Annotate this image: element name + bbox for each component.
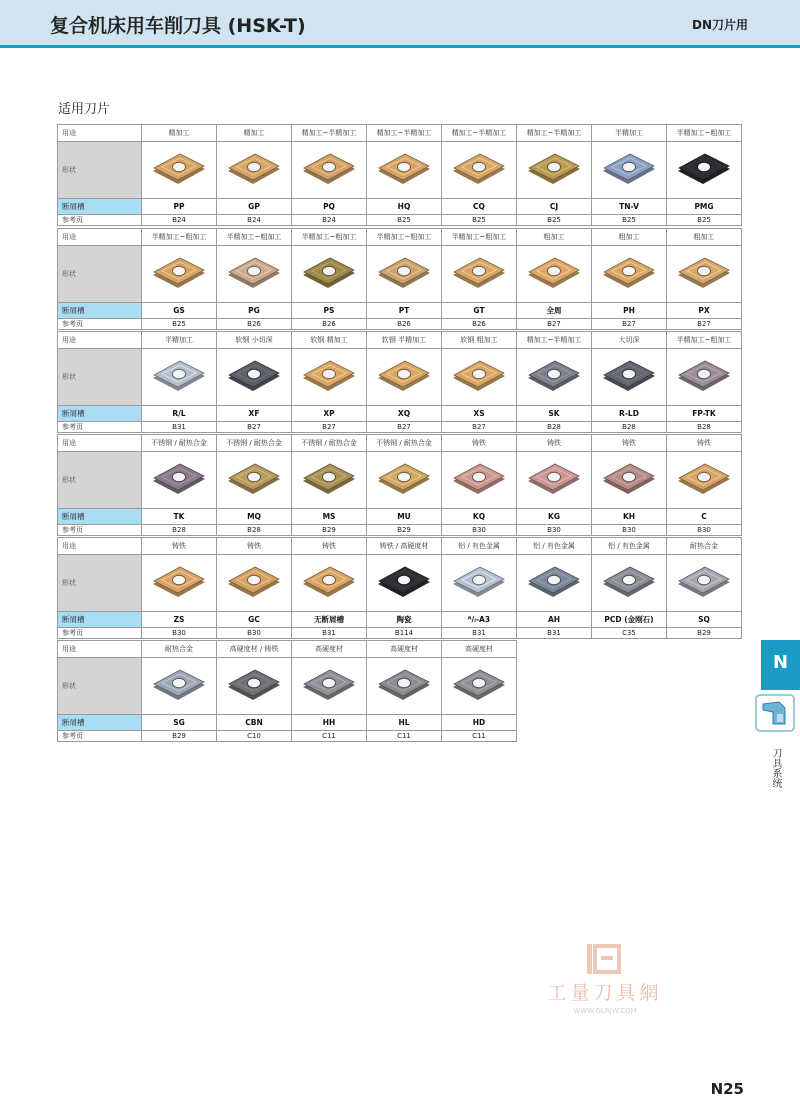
insert-icon: [375, 563, 433, 603]
insert-icon: [375, 666, 433, 706]
shape-cell: [367, 349, 442, 406]
chipbreaker-cell: MQ: [217, 509, 292, 525]
use-cell: 高硬度材: [292, 641, 367, 658]
insert-icon: [375, 357, 433, 397]
watermark-name: 工量刀具網: [547, 982, 663, 1004]
reference-cell: C11: [367, 731, 442, 742]
use-cell: 半精加工~粗加工: [217, 229, 292, 246]
table-row: [58, 349, 742, 406]
insert-icon: [525, 150, 583, 190]
insert-icon: [450, 460, 508, 500]
shape-cell: [592, 349, 667, 406]
watermark-url: WWW.GLRJW.COM: [573, 1007, 637, 1015]
chipbreaker-cell: KH: [592, 509, 667, 525]
chipbreaker-cell: TK: [142, 509, 217, 525]
table-row: [58, 538, 742, 555]
use-cell: 不锈钢 / 耐热合金: [292, 435, 367, 452]
table-row: [58, 332, 742, 349]
insert-icon: [300, 563, 358, 603]
reference-cell: B30: [442, 525, 517, 536]
reference-cell: B30: [217, 628, 292, 639]
table-row: [58, 525, 742, 536]
row-label: 断屑槽: [58, 715, 142, 731]
insert-icon: [525, 563, 583, 603]
chipbreaker-cell: CBN: [217, 715, 292, 731]
insert-icon: [675, 150, 733, 190]
reference-cell: B28: [217, 525, 292, 536]
reference-cell: B29: [367, 525, 442, 536]
use-cell: 半精加工: [592, 125, 667, 142]
insert-icon: [150, 357, 208, 397]
shape-cell: [292, 555, 367, 612]
use-cell: 铸铁 / 高硬度材: [367, 538, 442, 555]
reference-cell: B27: [367, 422, 442, 433]
chipbreaker-cell: R/L: [142, 406, 217, 422]
use-cell: 精加工: [142, 125, 217, 142]
chipbreaker-cell: TN-V: [592, 199, 667, 215]
row-label: 用途: [58, 125, 142, 142]
reference-cell: B26: [292, 319, 367, 330]
watermark-logo-icon: [583, 942, 627, 976]
chipbreaker-cell: AH: [517, 612, 592, 628]
page-number: N25: [710, 1080, 744, 1098]
reference-cell: B29: [667, 628, 742, 639]
chipbreaker-cell: 全周: [517, 303, 592, 319]
reference-cell: B28: [142, 525, 217, 536]
insert-icon: [150, 460, 208, 500]
table-row: [58, 319, 742, 330]
table-row: [58, 199, 742, 215]
use-cell: 不锈钢 / 耐热合金: [367, 435, 442, 452]
row-label: 断屑槽: [58, 612, 142, 628]
insert-icon: [300, 666, 358, 706]
row-label: 参考页: [58, 422, 142, 433]
use-cell: 耐热合金: [142, 641, 217, 658]
table-row: [58, 628, 742, 639]
insert-icon: [525, 357, 583, 397]
use-cell: 铸铁: [442, 435, 517, 452]
shape-cell: [517, 246, 592, 303]
table-row: [58, 612, 742, 628]
insert-icon: [150, 254, 208, 294]
shape-cell: [217, 452, 292, 509]
use-cell: 粗加工: [517, 229, 592, 246]
table-row: [58, 142, 742, 199]
shape-cell: [142, 555, 217, 612]
reference-cell: B28: [667, 422, 742, 433]
use-cell: 软钢 半精加工: [367, 332, 442, 349]
shape-cell: [667, 246, 742, 303]
shape-cell: [592, 246, 667, 303]
shape-cell: [217, 142, 292, 199]
use-cell: 高硬度材 / 铸铁: [217, 641, 292, 658]
insert-icon: [450, 666, 508, 706]
insert-icon: [225, 563, 283, 603]
use-cell: 铸铁: [517, 435, 592, 452]
shape-cell: [292, 349, 367, 406]
table-row: [58, 715, 517, 731]
row-label: 参考页: [58, 731, 142, 742]
chipbreaker-cell: R-LD: [592, 406, 667, 422]
section-title: 适用刀片: [58, 102, 111, 117]
watermark: [540, 942, 670, 1015]
chipbreaker-cell: PG: [217, 303, 292, 319]
reference-cell: B26: [442, 319, 517, 330]
row-label: 参考页: [58, 319, 142, 330]
shape-cell: [292, 246, 367, 303]
table-row: [58, 246, 742, 303]
row-label: 用途: [58, 229, 142, 246]
insert-icon: [675, 460, 733, 500]
chipbreaker-cell: CQ: [442, 199, 517, 215]
insert-icon: [450, 357, 508, 397]
chipbreaker-cell: MS: [292, 509, 367, 525]
chipbreaker-cell: SK: [517, 406, 592, 422]
chipbreaker-cell: SG: [142, 715, 217, 731]
row-label: 断屑槽: [58, 199, 142, 215]
use-cell: 铝 / 有色金属: [592, 538, 667, 555]
insert-table: [57, 537, 742, 639]
use-cell: 软钢 精加工: [292, 332, 367, 349]
reference-cell: B27: [517, 319, 592, 330]
table-row: [58, 509, 742, 525]
reference-cell: C10: [217, 731, 292, 742]
insert-icon: [450, 150, 508, 190]
insert-table: [57, 124, 742, 226]
row-label: 形状: [58, 452, 142, 509]
use-cell: 铸铁: [667, 435, 742, 452]
shape-cell: [292, 658, 367, 715]
use-cell: 半精加工~粗加工: [292, 229, 367, 246]
reference-cell: B26: [217, 319, 292, 330]
chipbreaker-cell: 无断屑槽: [292, 612, 367, 628]
use-cell: 耐热合金: [667, 538, 742, 555]
reference-cell: B29: [292, 525, 367, 536]
use-cell: 高硬度材: [442, 641, 517, 658]
row-label: 参考页: [58, 628, 142, 639]
insert-icon: [600, 563, 658, 603]
use-cell: 半精加工~粗加工: [367, 229, 442, 246]
reference-cell: B24: [142, 215, 217, 226]
use-cell: 半精加工~粗加工: [667, 332, 742, 349]
row-label: 断屑槽: [58, 303, 142, 319]
use-cell: 铝 / 有色金属: [517, 538, 592, 555]
chipbreaker-cell: GT: [442, 303, 517, 319]
reference-cell: C11: [292, 731, 367, 742]
chipbreaker-cell: ᴿ/ₗ-A3: [442, 612, 517, 628]
reference-cell: B31: [142, 422, 217, 433]
shape-cell: [442, 246, 517, 303]
table-row: [58, 555, 742, 612]
row-label: 断屑槽: [58, 509, 142, 525]
table-row: [58, 229, 742, 246]
use-cell: 粗加工: [667, 229, 742, 246]
table-row: [58, 658, 517, 715]
insert-icon: [450, 563, 508, 603]
insert-icon: [600, 150, 658, 190]
insert-icon: [675, 357, 733, 397]
table-row: [58, 422, 742, 433]
use-cell: 半精加工: [142, 332, 217, 349]
row-label: 形状: [58, 246, 142, 303]
table-row: [58, 641, 517, 658]
shape-cell: [442, 658, 517, 715]
row-label: 形状: [58, 142, 142, 199]
shape-cell: [592, 452, 667, 509]
chipbreaker-cell: CJ: [517, 199, 592, 215]
insert-icon: [300, 357, 358, 397]
page-header: [0, 0, 800, 48]
table-row: [58, 125, 742, 142]
table-row: [58, 452, 742, 509]
chipbreaker-cell: PT: [367, 303, 442, 319]
side-tab-letter: N: [772, 652, 789, 673]
use-cell: 铸铁: [592, 435, 667, 452]
table-row: [58, 731, 517, 742]
use-cell: 大切深: [592, 332, 667, 349]
insert-icon: [375, 460, 433, 500]
use-cell: 粗加工: [592, 229, 667, 246]
shape-cell: [217, 246, 292, 303]
use-cell: 精加工~半精加工: [292, 125, 367, 142]
use-cell: 半精加工~粗加工: [142, 229, 217, 246]
shape-cell: [292, 452, 367, 509]
table-row: [58, 406, 742, 422]
shape-cell: [292, 142, 367, 199]
chipbreaker-cell: PQ: [292, 199, 367, 215]
shape-cell: [142, 452, 217, 509]
chipbreaker-cell: XP: [292, 406, 367, 422]
use-cell: 不锈钢 / 耐热合金: [142, 435, 217, 452]
reference-cell: B28: [517, 422, 592, 433]
use-cell: 精加工: [217, 125, 292, 142]
shape-cell: [217, 349, 292, 406]
insert-icon: [150, 666, 208, 706]
reference-cell: B25: [592, 215, 667, 226]
chipbreaker-cell: C: [667, 509, 742, 525]
reference-cell: B27: [667, 319, 742, 330]
chipbreaker-cell: HL: [367, 715, 442, 731]
insert-table: [57, 331, 742, 433]
shape-cell: [592, 142, 667, 199]
chipbreaker-cell: PH: [592, 303, 667, 319]
insert-icon: [525, 254, 583, 294]
reference-cell: C35: [592, 628, 667, 639]
reference-cell: B27: [217, 422, 292, 433]
shape-cell: [667, 555, 742, 612]
chipbreaker-cell: HH: [292, 715, 367, 731]
use-cell: 精加工~半精加工: [442, 125, 517, 142]
use-cell: 铝 / 有色金属: [442, 538, 517, 555]
use-cell: 半精加工~粗加工: [442, 229, 517, 246]
insert-table: [57, 434, 742, 536]
reference-cell: B25: [442, 215, 517, 226]
page-subtitle: DN刀片用: [691, 18, 748, 32]
reference-cell: B30: [517, 525, 592, 536]
chipbreaker-cell: GC: [217, 612, 292, 628]
shape-cell: [367, 658, 442, 715]
insert-icon: [600, 254, 658, 294]
shape-cell: [142, 142, 217, 199]
row-label: 用途: [58, 538, 142, 555]
chipbreaker-cell: XQ: [367, 406, 442, 422]
insert-table: [57, 228, 742, 330]
chipbreaker-cell: HD: [442, 715, 517, 731]
table-row: [58, 215, 742, 226]
use-cell: 软钢 粗加工: [442, 332, 517, 349]
chipbreaker-cell: PCD (金刚石): [592, 612, 667, 628]
chipbreaker-cell: 陶瓷: [367, 612, 442, 628]
reference-cell: C11: [442, 731, 517, 742]
chipbreaker-cell: XS: [442, 406, 517, 422]
insert-icon: [675, 254, 733, 294]
reference-cell: B114: [367, 628, 442, 639]
use-cell: 精加工~半精加工: [367, 125, 442, 142]
row-label: 用途: [58, 435, 142, 452]
reference-cell: B24: [292, 215, 367, 226]
insert-icon: [225, 254, 283, 294]
use-cell: 铸铁: [142, 538, 217, 555]
use-cell: 铸铁: [292, 538, 367, 555]
shape-cell: [367, 452, 442, 509]
shape-cell: [217, 658, 292, 715]
insert-icon: [225, 150, 283, 190]
shape-cell: [217, 555, 292, 612]
page-title: 复合机床用车削刀具 (HSK-T): [50, 15, 306, 37]
chipbreaker-cell: FP-TK: [667, 406, 742, 422]
row-label: 形状: [58, 658, 142, 715]
row-label: 用途: [58, 641, 142, 658]
table-row: [58, 435, 742, 452]
row-label: 形状: [58, 555, 142, 612]
insert-icon: [375, 150, 433, 190]
insert-icon: [300, 150, 358, 190]
shape-cell: [517, 452, 592, 509]
reference-cell: B29: [142, 731, 217, 742]
chipbreaker-cell: PP: [142, 199, 217, 215]
reference-cell: B31: [442, 628, 517, 639]
row-label: 参考页: [58, 525, 142, 536]
insert-icon: [150, 150, 208, 190]
chipbreaker-cell: GS: [142, 303, 217, 319]
shape-cell: [142, 246, 217, 303]
insert-icon: [150, 563, 208, 603]
shape-cell: [517, 555, 592, 612]
shape-cell: [667, 142, 742, 199]
use-cell: 不锈钢 / 耐热合金: [217, 435, 292, 452]
use-cell: 半精加工~粗加工: [667, 125, 742, 142]
row-label: 形状: [58, 349, 142, 406]
chipbreaker-cell: KG: [517, 509, 592, 525]
insert-icon: [600, 357, 658, 397]
reference-cell: B25: [517, 215, 592, 226]
reference-cell: B24: [217, 215, 292, 226]
insert-icon: [525, 460, 583, 500]
chipbreaker-cell: HQ: [367, 199, 442, 215]
reference-cell: B25: [367, 215, 442, 226]
shape-cell: [517, 142, 592, 199]
chipbreaker-cell: ZS: [142, 612, 217, 628]
insert-icon: [375, 254, 433, 294]
shape-cell: [667, 349, 742, 406]
insert-icon: [600, 460, 658, 500]
shape-cell: [517, 349, 592, 406]
insert-table: [57, 640, 517, 742]
chipbreaker-cell: PX: [667, 303, 742, 319]
row-label: 用途: [58, 332, 142, 349]
reference-cell: B27: [592, 319, 667, 330]
shape-cell: [442, 142, 517, 199]
insert-icon: [300, 460, 358, 500]
shape-cell: [367, 142, 442, 199]
reference-cell: B27: [292, 422, 367, 433]
shape-cell: [367, 246, 442, 303]
row-label: 参考页: [58, 215, 142, 226]
chipbreaker-cell: MU: [367, 509, 442, 525]
shape-cell: [142, 349, 217, 406]
reference-cell: B27: [442, 422, 517, 433]
side-label: 刀具系统: [770, 748, 781, 788]
chipbreaker-cell: KQ: [442, 509, 517, 525]
shape-cell: [442, 349, 517, 406]
chipbreaker-cell: GP: [217, 199, 292, 215]
shape-cell: [667, 452, 742, 509]
chipbreaker-cell: PMG: [667, 199, 742, 215]
reference-cell: B31: [292, 628, 367, 639]
insert-icon: [225, 357, 283, 397]
use-cell: 精加工~半精加工: [517, 332, 592, 349]
chipbreaker-cell: PS: [292, 303, 367, 319]
insert-icon: [300, 254, 358, 294]
insert-icon: [675, 563, 733, 603]
table-row: [58, 303, 742, 319]
shape-cell: [367, 555, 442, 612]
reference-cell: B31: [517, 628, 592, 639]
tool-holder-icon: [755, 694, 795, 732]
insert-icon: [225, 666, 283, 706]
reference-cell: B30: [142, 628, 217, 639]
insert-icon: [225, 460, 283, 500]
chipbreaker-cell: XF: [217, 406, 292, 422]
shape-cell: [442, 555, 517, 612]
reference-cell: B25: [142, 319, 217, 330]
shape-cell: [442, 452, 517, 509]
reference-cell: B30: [667, 525, 742, 536]
shape-cell: [592, 555, 667, 612]
reference-cell: B30: [592, 525, 667, 536]
reference-cell: B28: [592, 422, 667, 433]
reference-cell: B26: [367, 319, 442, 330]
shape-cell: [142, 658, 217, 715]
use-cell: 精加工~半精加工: [517, 125, 592, 142]
chipbreaker-cell: SQ: [667, 612, 742, 628]
row-label: 断屑槽: [58, 406, 142, 422]
insert-icon: [450, 254, 508, 294]
reference-cell: B25: [667, 215, 742, 226]
side-tab[interactable]: [761, 640, 800, 690]
use-cell: 高硬度材: [367, 641, 442, 658]
use-cell: 铸铁: [217, 538, 292, 555]
use-cell: 软钢 小切深: [217, 332, 292, 349]
